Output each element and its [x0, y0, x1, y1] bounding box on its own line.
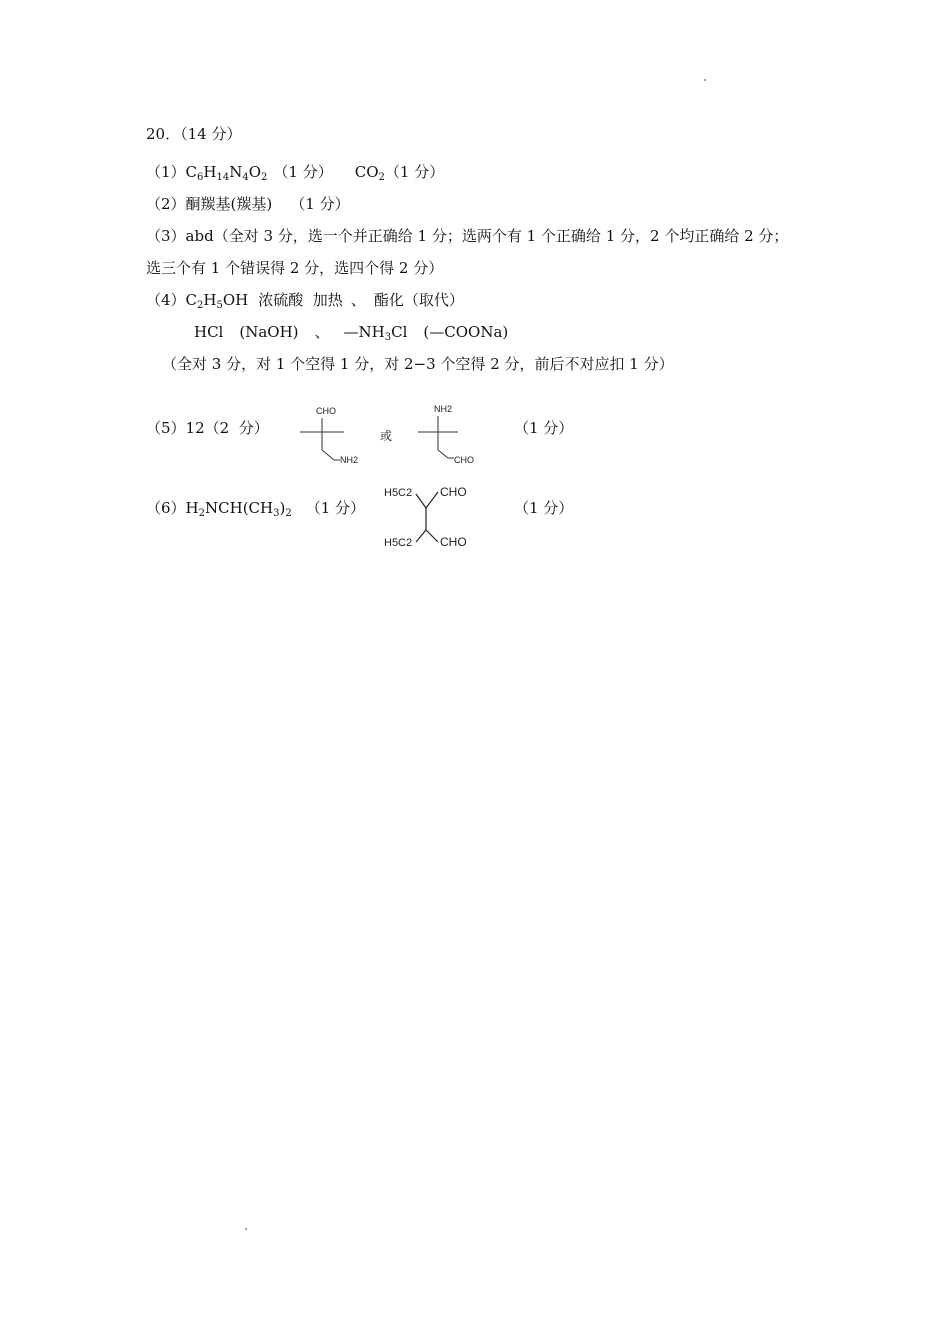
answer-2 — [146, 194, 350, 214]
answer-2-label: （2） — [146, 195, 186, 213]
answer-3-label: （3） — [146, 227, 186, 245]
answer-5-label: （5） — [146, 419, 186, 437]
naoh: (NaOH) — [239, 323, 299, 341]
question-score: （14 分） — [180, 125, 242, 143]
answer-1-label: （1） — [146, 163, 186, 181]
reaction-type: 酯化（取代） — [373, 291, 464, 309]
answer-1 — [146, 162, 444, 188]
structure-dialdehyde — [380, 480, 490, 552]
answer-4 — [146, 290, 464, 316]
answer-5-score: （1 分） — [514, 419, 574, 437]
answer-4-note: （全对 3 分，对 1 个空得 1 分，对 2−3 个空得 2 分，前后不对应扣 1 分） — [162, 355, 674, 373]
separator: 、 — [350, 291, 366, 309]
structure-aldehyde-amine-2 — [414, 400, 490, 472]
molecular-formula: $C_6H_{14}N_4O_2$ — [185, 163, 268, 183]
speck-bottom — [245, 1228, 247, 1230]
carboxylate-group: (—COONa) — [423, 323, 509, 341]
answer-1-score-b: （1 分） — [384, 163, 445, 181]
or-text: 或 — [380, 429, 393, 443]
co2-formula: $CO_2$ — [354, 163, 385, 183]
hcl: HCl — [194, 323, 224, 341]
reaction-conditions: 浓硫酸 加热 — [258, 291, 343, 309]
speck-top — [704, 79, 706, 81]
answer-1-score-a: （1 分） — [273, 163, 333, 181]
structure-aldehyde-amine-1 — [296, 400, 366, 472]
answer-5-value: 12（2 分） — [185, 419, 269, 437]
separator-2: 、 — [314, 323, 330, 341]
answer-6 — [146, 498, 365, 524]
answer-4-label: （4） — [146, 291, 186, 309]
answer-6-score-b: （1 分） — [514, 499, 574, 517]
ethanol-formula: $C_2H_5OH$ — [185, 291, 249, 311]
mol2-bottom-label: CHO — [454, 455, 474, 465]
mol3-br-label: CHO — [440, 535, 467, 549]
answer-3-text2: 选三个有 1 个错误得 2 分，选四个得 2 分） — [146, 259, 444, 277]
mol3-tl-label: H5C2 — [384, 487, 413, 499]
question-header — [146, 124, 241, 144]
mol3-bl-label: H5C2 — [384, 537, 413, 549]
mol1-top-label: CHO — [316, 406, 336, 416]
ammonium-group: $—NH_3Cl$ — [343, 323, 408, 343]
mol1-bottom-label: NH2 — [340, 455, 359, 465]
mol2-top-label: NH2 — [434, 404, 453, 414]
answer-6-score-a: （1 分） — [305, 499, 366, 517]
answer-3-continued — [146, 258, 443, 278]
answer-4-line2 — [194, 322, 508, 348]
question-number: 20． — [146, 125, 181, 143]
answer-3 — [146, 226, 788, 246]
answer-3-text: abd（全对 3 分，选一个并正确给 1 分；选两个有 1 个正确给 1 分，2 个均正确给 2 分； — [185, 227, 789, 245]
answer-2-score: （1 分） — [290, 195, 350, 213]
answer-2-text: 酮羰基(羰基) — [185, 195, 273, 213]
mol3-tr-label: CHO — [440, 485, 467, 499]
answer-5 — [146, 418, 269, 438]
amine-formula: $H_2NCH(CH_3)_2$ — [185, 499, 292, 519]
answer-6-label: （6） — [146, 499, 186, 517]
